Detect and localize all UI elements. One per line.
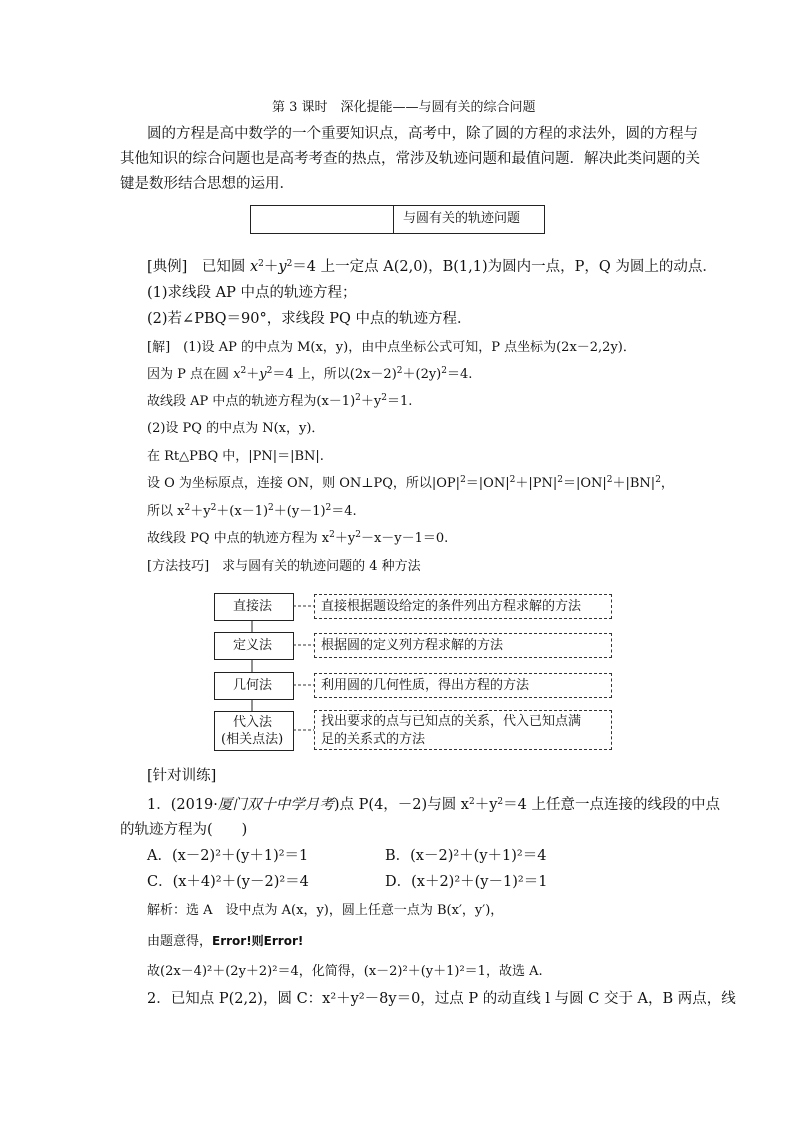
question-2-line-1: 2．已知点 P(2,2)，圆 C：x²＋y²－8y＝0，过点 P 的动直线 l 与圆 C 交于 A，B 两点，线 xyxy=(147,991,736,1007)
method-desc-direct: 直接根据题设给定的条件列出方程求解的方法 xyxy=(314,594,612,619)
solution-line-1: [解] (1)设 AP 的中点为 M(x，y)，由中点坐标公式可知，P 点坐标为(2x－2,2y)． xyxy=(147,340,636,355)
method-name-direct: 直接法 xyxy=(214,593,294,621)
method-name-substitution: 代入法 (相关点法) xyxy=(214,711,294,751)
section-header-title: 与圆有关的轨迹问题 xyxy=(403,211,521,226)
solution-line-8: 故线段 PQ 中点的轨迹方程为 $x^2+y^2-x-y-1=0$. xyxy=(147,530,449,546)
option-c: C．(x＋4)²＋(y－2)²＝4 xyxy=(147,874,309,890)
example-line-1: [典例] 已知圆 $x^2+y^2=4$ 上一定点 A(2,0)，B(1,1)为圆内一点，P，Q 为圆上的动点． xyxy=(147,259,717,275)
answer-line-3: 故(2x－4)²＋(2y＋2)²＝4，化简得，(x－2)²＋(y＋1)²＝1，故选 A. xyxy=(147,964,543,979)
solution-line-3: 故线段 AP 中点的轨迹方程为$(x-1)^2+y^2=1$. xyxy=(147,393,413,409)
method-name-definition: 定义法 xyxy=(214,632,294,660)
solution-line-7: 所以 $x^2+y^2+(x-1)^2+(y-1)^2=4$. xyxy=(147,503,357,519)
example-question-2: (2)若∠PBQ＝90°，求线段 PQ 中点的轨迹方程． xyxy=(147,311,472,327)
intro-line-2: 其他知识的综合问题也是高考考查的热点，常涉及轨迹问题和最值问题．解决此类问题的关 xyxy=(120,151,700,167)
answer-line-2: 由题意得，Error!则Error! xyxy=(147,934,304,949)
solution-line-2: 因为 P 点在圆 $x^2+y^2=4$ 上，所以$(2x-2)^2+(2y)^2=4$. xyxy=(147,366,473,382)
solution-line-5: 在 Rt△PBQ 中，|PN|＝|BN|. xyxy=(147,449,324,464)
method-desc-geometry: 利用圆的几何性质，得出方程的方法 xyxy=(314,673,612,698)
method-desc-definition: 根据圆的定义列方程求解的方法 xyxy=(314,633,612,658)
intro-line-3: 键是数形结合思想的运用． xyxy=(120,176,294,192)
solution-line-6: 设 O 为坐标原点，连接 ON，则 ON⊥PQ，所以$|OP|^2=|ON|^2+|PN|^2=|ON|^2+|BN|^2$， xyxy=(147,475,674,491)
example-text-a: 已知圆 xyxy=(201,259,250,275)
option-a: A．(x－2)²＋(y＋1)²＝1 xyxy=(147,848,309,864)
example-text-b: ＝4 上一定点 A(2,0)，B(1,1)为圆内一点，P，Q 为圆上的动点． xyxy=(292,259,717,275)
example-tag: [典例] xyxy=(147,259,188,275)
question-1-line-1: 1．(2019·厦门双十中学月考)点 P(4，－2)与圆 $x^2+y^2=4$ 上任意一点连接的线段的中点 xyxy=(147,797,720,813)
solution-line-4: (2)设 PQ 的中点为 N(x，y)． xyxy=(147,421,325,436)
page-title: 第 3 课时 深化提能——与圆有关的综合问题 xyxy=(272,100,536,115)
method-desc-substitution: 找出要求的点与已知点的关系，代入已知点满 足的关系式的方法 xyxy=(314,710,612,750)
question-1-line-2: 的轨迹方程为( ) xyxy=(120,822,248,838)
option-d: D．(x＋2)²＋(y－1)²＝1 xyxy=(385,874,548,890)
training-heading: [针对训练] xyxy=(147,768,217,784)
example-question-1: (1)求线段 AP 中点的轨迹方程； xyxy=(147,285,357,301)
method-name-geometry: 几何法 xyxy=(214,672,294,700)
option-b: B．(x－2)²＋(y＋1)²＝4 xyxy=(385,848,547,864)
method-heading: [方法技巧] 求与圆有关的轨迹问题的 4 种方法 xyxy=(147,559,421,574)
answer-line-1: 解析：选 A 设中点为 A(x，y)，圆上任意一点为 B(x′，y′)， xyxy=(147,903,504,918)
intro-line-1: 圆的方程是高中数学的一个重要知识点，高考中，除了圆的方程的求法外，圆的方程与 xyxy=(147,126,698,142)
